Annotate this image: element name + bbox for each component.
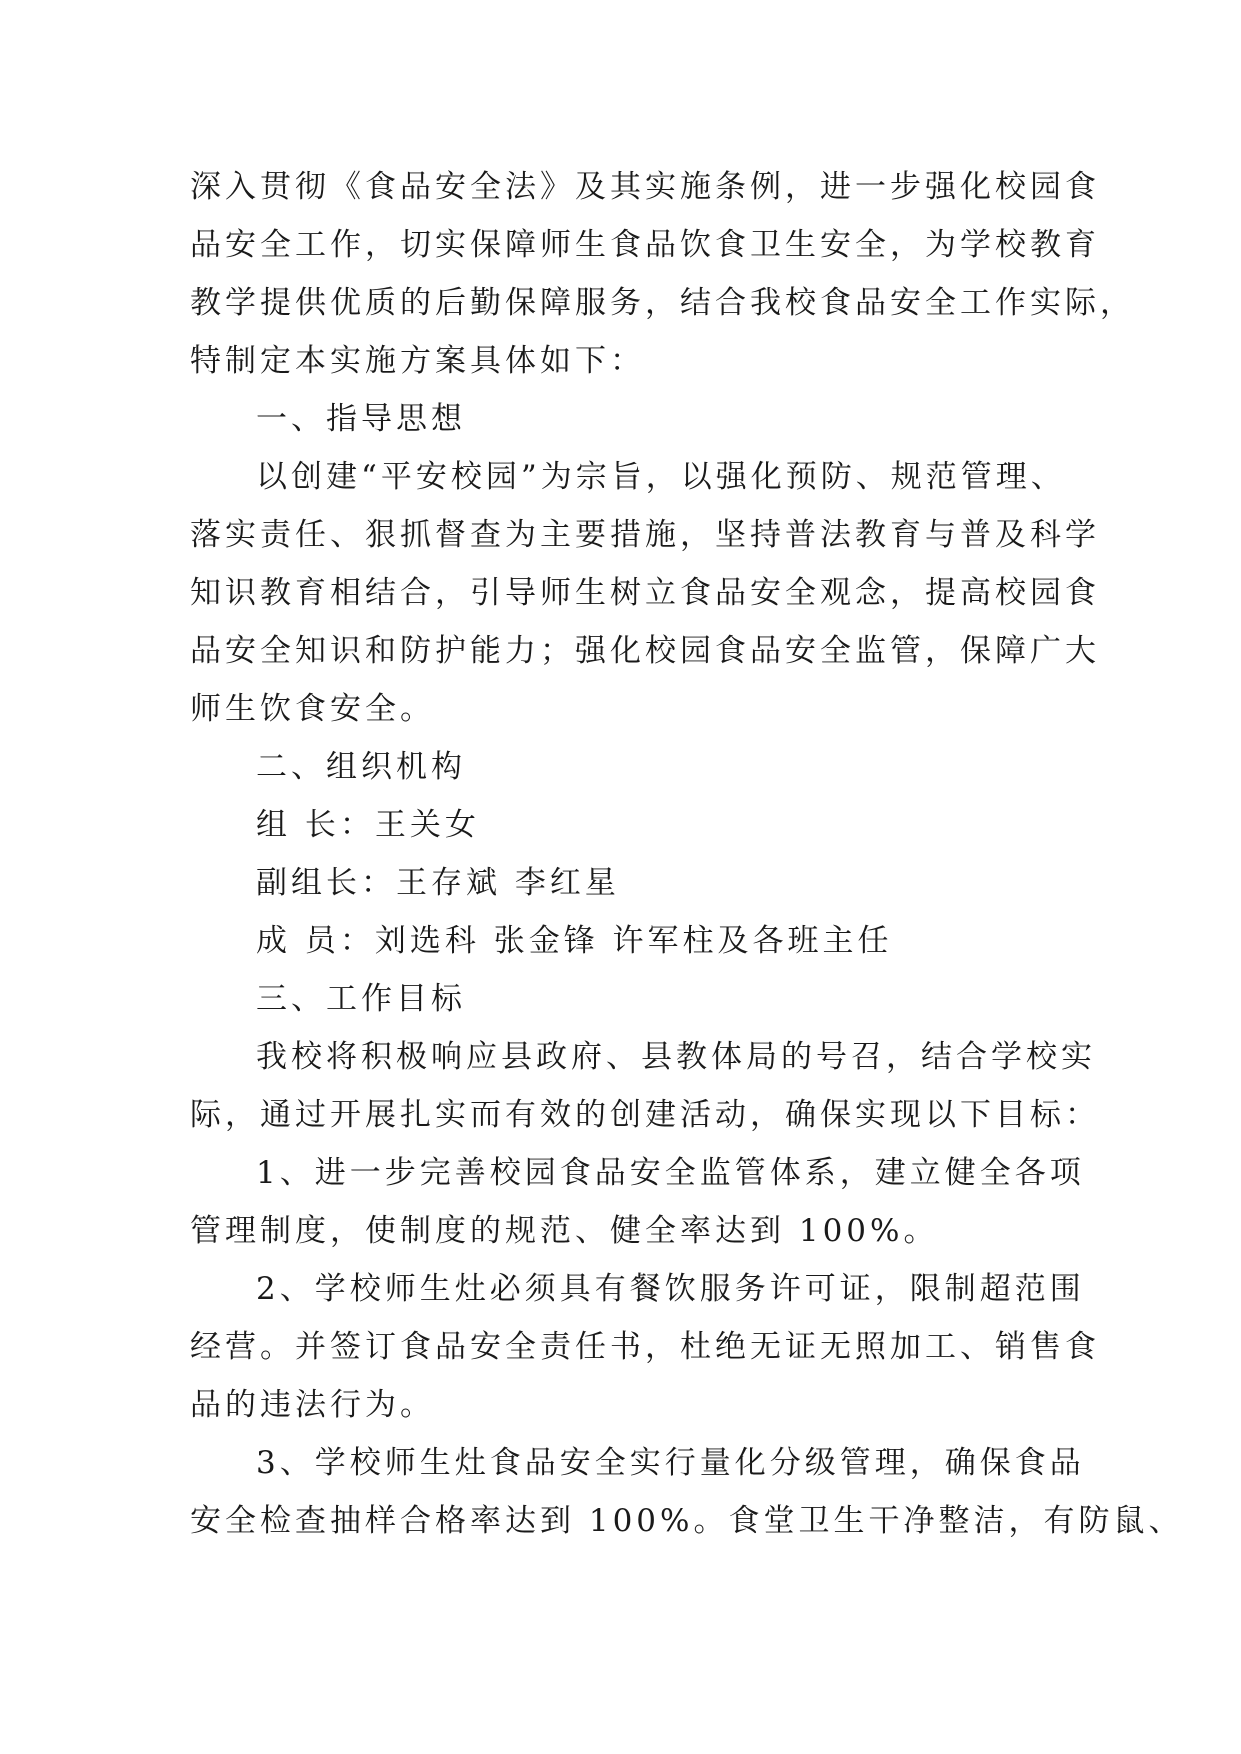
text-line: 成 员：刘选科 张金锋 许军柱及各班主任 xyxy=(256,923,893,959)
text-line: 二、组织机构 xyxy=(256,749,466,785)
text-line: 落实责任、狠抓督查为主要措施，坚持普法教育与普及科学 xyxy=(190,517,1100,553)
text-line: 副组长：王存斌 李红星 xyxy=(256,865,620,901)
text-line: 师生饮食安全。 xyxy=(190,691,435,727)
text-line: 品的违法行为。 xyxy=(190,1387,435,1423)
text-line: 以创建“平安校园”为宗旨，以强化预防、规范管理、 xyxy=(256,459,1066,495)
text-line: 三、工作目标 xyxy=(256,981,466,1017)
text-line: 深入贯彻《食品安全法》及其实施条例，进一步强化校园食 xyxy=(190,169,1100,205)
text-line: 组 长：王关女 xyxy=(256,807,480,843)
text-line: 际，通过开展扎实而有效的创建活动，确保实现以下目标： xyxy=(190,1097,1100,1133)
text-line: 品安全工作，切实保障师生食品饮食卫生安全，为学校教育 xyxy=(190,227,1100,263)
text-line: 我校将积极响应县政府、县教体局的号召，结合学校实 xyxy=(256,1039,1096,1075)
text-line: 安全检查抽样合格率达到 100%。食堂卫生干净整洁，有防鼠、 xyxy=(190,1503,1184,1539)
text-line: 特制定本实施方案具体如下： xyxy=(190,343,645,379)
text-line: 2、学校师生灶必须具有餐饮服务许可证，限制超范围 xyxy=(256,1271,1085,1307)
text-line: 品安全知识和防护能力；强化校园食品安全监管，保障广大 xyxy=(190,633,1100,669)
text-line: 经营。并签订食品安全责任书，杜绝无证无照加工、销售食 xyxy=(190,1329,1100,1365)
text-line: 管理制度，使制度的规范、健全率达到 100%。 xyxy=(190,1213,939,1249)
document-body xyxy=(190,158,1184,1550)
text-line: 教学提供优质的后勤保障服务，结合我校食品安全工作实际， xyxy=(190,285,1135,321)
text-line: 3、学校师生灶食品安全实行量化分级管理，确保食品 xyxy=(256,1445,1085,1481)
text-line: 1、进一步完善校园食品安全监管体系，建立健全各项 xyxy=(256,1155,1085,1191)
text-line: 一、指导思想 xyxy=(256,401,466,437)
text-line: 知识教育相结合，引导师生树立食品安全观念，提高校园食 xyxy=(190,575,1100,611)
